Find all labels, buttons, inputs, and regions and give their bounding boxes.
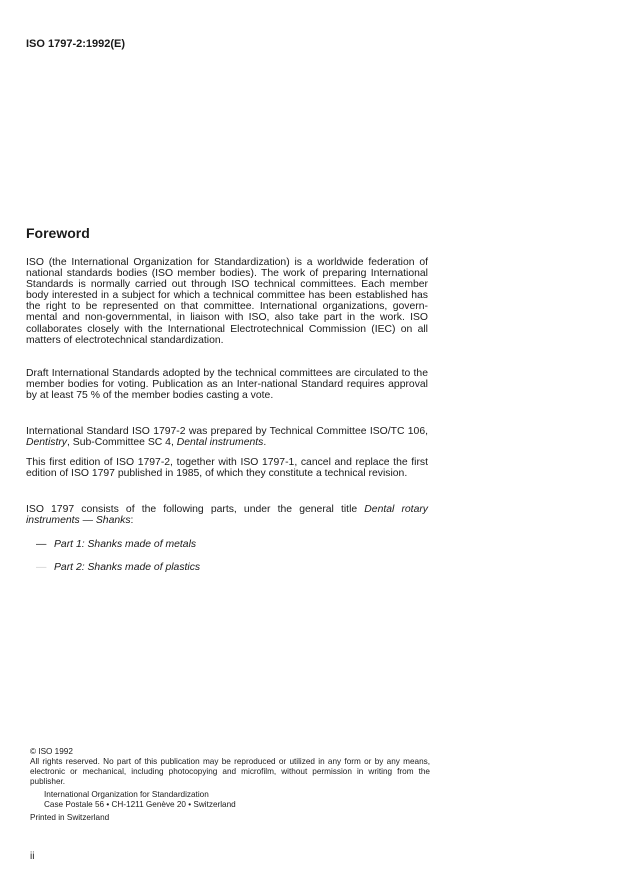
list-item-text: Part 2: Shanks made of plastics [54, 562, 201, 573]
copyright-line: © ISO 1992 [30, 747, 73, 756]
subcommittee-name: Dental instruments [176, 437, 264, 449]
text: : [130, 515, 134, 527]
list-item [36, 562, 200, 573]
dash: — [36, 562, 47, 573]
text: International Standard ISO 1797-2 was prepared by Technical Committee ISO/TC 106, [26, 426, 428, 437]
paragraph-iso-intro: ISO (the International Organization for Standardization) is a worldwide federation of national standards bodies (ISO member bodies). The work of preparing International Standards is normally carried out through ISO technical committees. Each member body interested in a subject for which a technical committee has been established has the right to be represented on that committee. International organizations, govern-mental and non-governmental, in liaison with ISO, also take part in the work. ISO collaborates closely with the International Electrotechnical Commission (IEC) on all matters of electrotechnical standardization. [26, 257, 428, 346]
dash: — [36, 539, 47, 550]
section-title: Foreword [26, 225, 90, 241]
list-item-text: Part 1: Shanks made of metals [54, 539, 197, 550]
copyright-notice [30, 747, 430, 823]
general-title: Dental rotary instruments — Shanks [26, 504, 428, 527]
text: , Sub-Committee SC 4, [67, 437, 177, 449]
paragraph-edition: This first edition of ISO 1797-2, together with ISO 1797-1, cancel and replace the first edition of ISO 1797 published in 1985, of which they constitute a technical revision. [26, 457, 428, 480]
rights-text: All rights reserved. No part of this publication may be reproduced or utilized in any form or by any means, electronic or mechanical, including photocopying and microfilm, without permission in writing from the publisher. [30, 757, 430, 786]
organization-name: International Organization for Standardization [44, 790, 209, 799]
list-item [36, 539, 196, 550]
text: ISO 1797 consists of the following parts, under the general title [26, 504, 365, 515]
document-header: ISO 1797-2:1992(E) [26, 38, 126, 50]
paragraph-prepared-by [26, 426, 428, 448]
organization-address: Case Postale 56 • CH-1211 Genève 20 • Switzerland [44, 800, 236, 809]
paragraph-draft-standards: Draft International Standards adopted by the technical committees are circulated to the member bodies for voting. Publication as an Inter-national Standard requires approval by at least 75 % of the member bodies casting a vote. [26, 368, 428, 402]
printed-in: Printed in Switzerland [30, 813, 110, 822]
committee-name: Dentistry [26, 437, 67, 449]
page-number: ii [30, 851, 35, 862]
paragraph-parts [26, 504, 428, 526]
text: . [263, 437, 267, 449]
